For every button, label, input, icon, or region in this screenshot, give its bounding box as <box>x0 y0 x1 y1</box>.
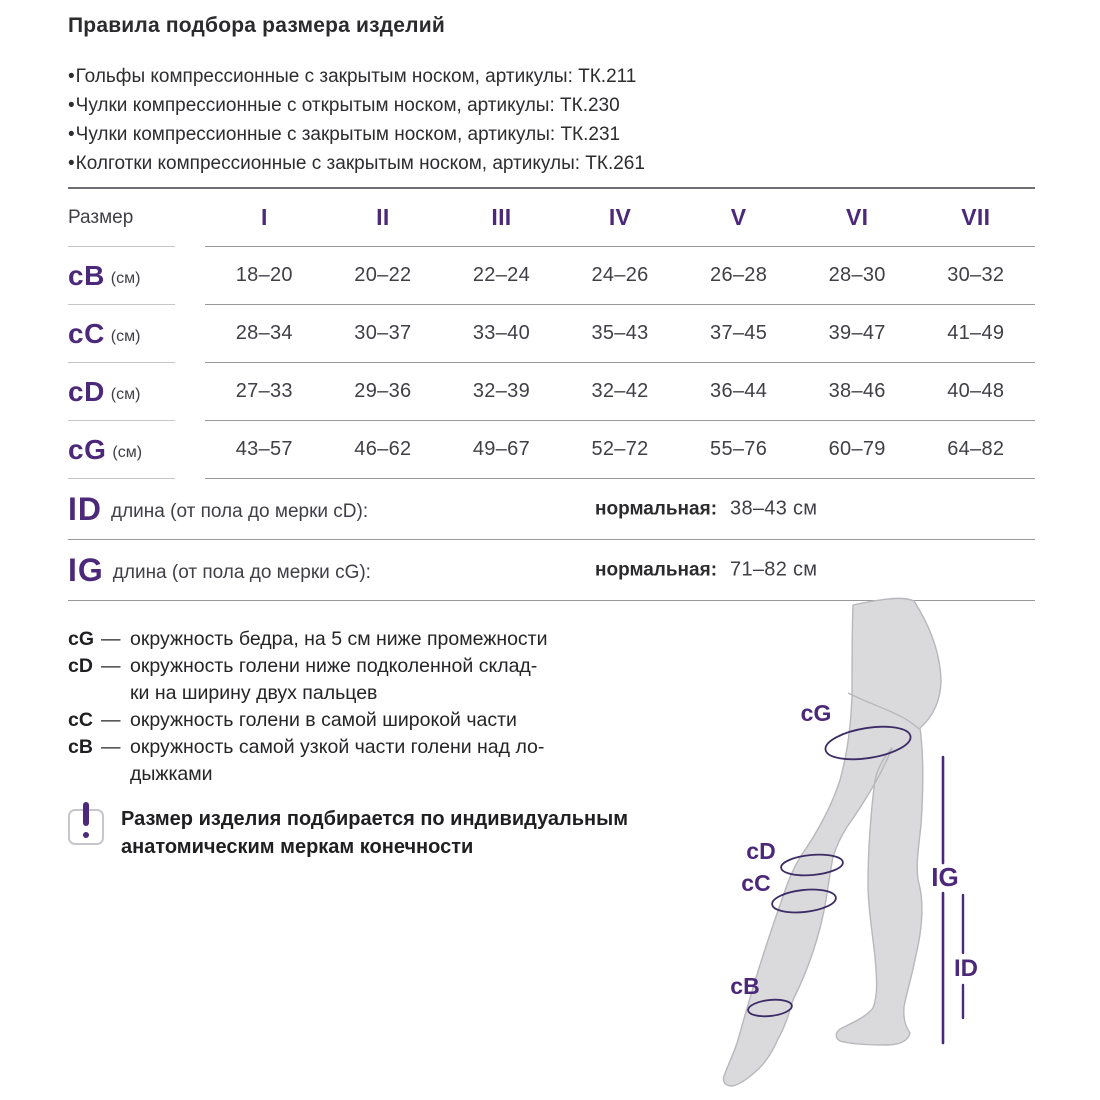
cg-label: cG <box>800 700 832 726</box>
table-cell: 33–40 <box>472 322 530 344</box>
table-cell: 20–22 <box>354 264 412 286</box>
table-cell: 41–49 <box>947 322 1005 344</box>
length-type: нормальная: <box>595 559 718 581</box>
measure-code: cB <box>68 259 105 291</box>
table-cell: 22–24 <box>472 264 530 286</box>
legend-term: cC <box>68 709 93 731</box>
table-cell: 24–26 <box>591 264 649 286</box>
note-text <box>121 805 628 861</box>
table-cell: 28–30 <box>828 264 886 286</box>
row-label <box>68 247 175 305</box>
note-line: анатомическим меркам конечности <box>121 836 474 858</box>
product-text: Гольфы компрессионные с закрытым носком, артикулы: ТК.211 <box>75 66 637 87</box>
table-cell: 37–45 <box>710 322 768 344</box>
size-header: VI <box>846 204 869 230</box>
table-cell: 30–32 <box>947 264 1005 286</box>
table-cell: 28–34 <box>235 322 293 344</box>
row-values <box>205 305 1035 363</box>
measure-unit: (см) <box>110 269 141 287</box>
table-cell: 29–36 <box>354 380 412 402</box>
size-header: V <box>730 204 747 230</box>
cb-label: cB <box>730 973 760 999</box>
cd-label: cD <box>746 838 776 864</box>
legend-line: окружность голени в самой широкой части <box>130 709 517 731</box>
table-header-row <box>68 189 1035 247</box>
legend-dash: — <box>101 655 121 677</box>
table-cell: 26–28 <box>710 264 768 286</box>
length-row-ig <box>68 540 1035 601</box>
size-header: II <box>376 204 390 230</box>
table-row-cb <box>68 247 1035 305</box>
legend-dash: — <box>101 709 121 731</box>
table-cell: 30–37 <box>354 322 412 344</box>
measure-code: cC <box>68 317 105 349</box>
row-label <box>68 421 175 479</box>
product-text: Чулки компрессионные с открытым носком, артикулы: ТК.230 <box>75 95 620 116</box>
row-values <box>205 363 1035 421</box>
size-header: III <box>491 204 512 230</box>
length-row-id <box>68 479 1035 540</box>
table-cell: 18–20 <box>235 264 293 286</box>
length-code: IG <box>68 551 104 588</box>
size-header: I <box>260 204 268 230</box>
row-label <box>68 363 175 421</box>
measure-unit: (см) <box>110 385 141 403</box>
length-value: 38–43 см <box>730 497 818 520</box>
measurement-legend <box>68 626 688 788</box>
list-item <box>68 62 1035 91</box>
length-value-group <box>595 559 817 582</box>
table-row-cd <box>68 363 1035 421</box>
legend-item-cd <box>68 653 688 707</box>
list-item <box>68 149 1035 178</box>
legs-measurement-diagram <box>690 595 1100 1100</box>
table-cell: 38–46 <box>828 380 886 402</box>
legend-dash: — <box>101 628 121 650</box>
table-cell: 27–33 <box>235 380 293 402</box>
length-description: длина (от пола до мерки cD): <box>111 501 369 522</box>
column-gap <box>175 189 205 246</box>
length-type: нормальная: <box>595 498 718 520</box>
legend-term: cD <box>68 655 93 677</box>
measure-unit: (см) <box>112 443 143 461</box>
product-text: Колготки компрессионные с закрытым носком, артикулы: ТК.261 <box>75 153 645 174</box>
legend-line: окружность голени ниже подколенной склад- <box>130 655 538 677</box>
legend-description <box>130 626 688 653</box>
legend-line: дыжками <box>130 763 213 785</box>
legend-line: ки на ширину двух пальцев <box>130 682 378 704</box>
list-item <box>68 91 1035 120</box>
table-cell: 52–72 <box>591 438 649 460</box>
table-cell: 43–57 <box>235 438 293 460</box>
list-item <box>68 120 1035 149</box>
length-description: длина (от пола до мерки cG): <box>112 562 371 583</box>
bullet-icon: • <box>68 66 75 87</box>
table-cell: 64–82 <box>947 438 1005 460</box>
column-gap <box>175 247 205 304</box>
size-table <box>68 187 1035 601</box>
table-cell: 55–76 <box>710 438 768 460</box>
measure-code: cD <box>68 375 105 407</box>
row-values <box>205 247 1035 305</box>
legend-item-cc <box>68 707 688 734</box>
length-value-group <box>595 498 817 521</box>
table-row-cc <box>68 305 1035 363</box>
table-row-cg <box>68 421 1035 479</box>
table-cell: 46–62 <box>354 438 412 460</box>
table-corner-label: Размер <box>68 189 175 247</box>
legend-line: окружность бедра, на 5 см ниже промежности <box>130 628 548 650</box>
column-gap <box>175 363 205 420</box>
size-header: IV <box>608 204 632 230</box>
bullet-icon: • <box>68 153 75 174</box>
size-header: VII <box>961 204 991 230</box>
table-cell: 60–79 <box>828 438 886 460</box>
table-cell: 32–42 <box>591 380 649 402</box>
product-list <box>68 62 1035 178</box>
table-cell: 39–47 <box>828 322 886 344</box>
table-cell: 40–48 <box>947 380 1005 402</box>
measure-unit: (см) <box>110 327 141 345</box>
column-gap <box>175 305 205 362</box>
legend-description <box>130 734 688 788</box>
bullet-icon: • <box>68 124 75 145</box>
row-label <box>68 305 175 363</box>
legend-dash: — <box>101 736 121 758</box>
length-value: 71–82 см <box>730 558 818 581</box>
column-gap <box>175 421 205 478</box>
length-code: ID <box>68 490 102 527</box>
legend-item-cb <box>68 734 688 788</box>
exclamation-bar <box>83 802 89 826</box>
row-values <box>205 421 1035 479</box>
table-cell: 36–44 <box>710 380 768 402</box>
exclamation-dot <box>83 832 89 838</box>
ig-label: IG <box>931 862 959 892</box>
legend-description <box>130 653 688 707</box>
legend-item-cg <box>68 626 688 653</box>
table-cell: 49–67 <box>472 438 530 460</box>
exclamation-icon <box>68 809 104 845</box>
bullet-icon: • <box>68 95 75 116</box>
legend-line: окружность самой узкой части голени над ло- <box>130 736 545 758</box>
legend-term: cB <box>68 736 93 758</box>
cc-label: cC <box>741 870 771 896</box>
id-label: ID <box>954 955 978 982</box>
page-title: Правила подбора размера изделий <box>68 14 445 37</box>
table-cell: 32–39 <box>472 380 530 402</box>
table-cell: 35–43 <box>591 322 649 344</box>
legend-term: cG <box>68 628 95 650</box>
legend-description <box>130 707 688 734</box>
size-header-cells <box>205 189 1035 247</box>
note-line: Размер изделия подбирается по индивидуальным <box>121 808 629 830</box>
product-text: Чулки компрессионные с закрытым носком, артикулы: ТК.231 <box>75 124 621 145</box>
measure-code: cG <box>68 433 107 465</box>
